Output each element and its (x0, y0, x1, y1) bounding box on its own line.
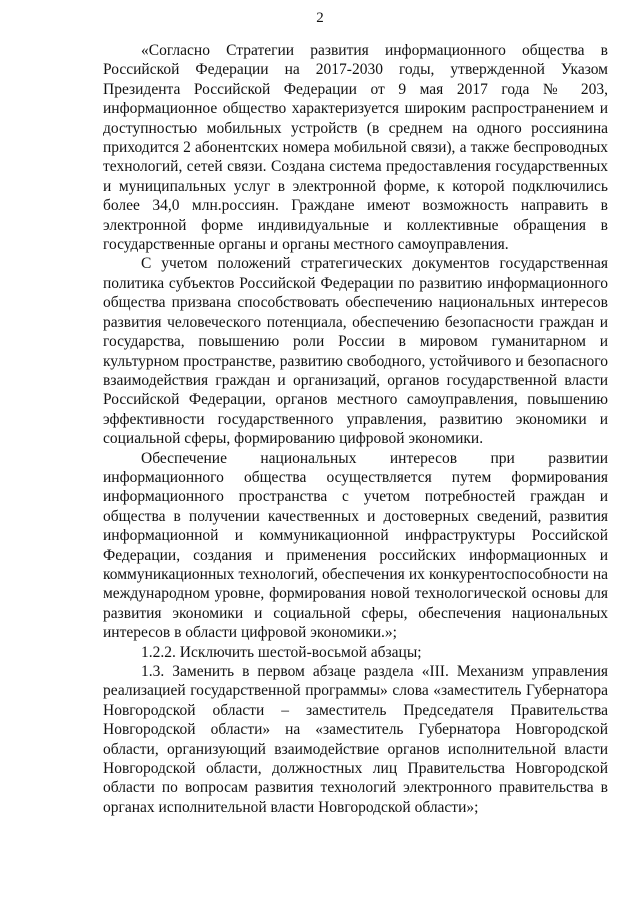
paragraph-national-interests: Обеспечение национальных интересов при развитии информационного общества осуществляется путем формирования информационного пространства с учетом потребностей граждан и общества в получении качественных и достоверных сведений, развития информационной и коммуникационной инфраструктуры Российской Федерации, создания и применения российских информационных и коммуникационных технологий, обеспечения их конкурентоспособности на международном уровне, формирования новой технологической основы для развития экономики и социальной сферы, обеспечения национальных интересов в области цифровой экономики.»; (103, 449, 608, 642)
paragraph-strategy-quote: «Согласно Стратегии развития информационного общества в Российской Федерации на 2017-2030 годы, утвержденной Указом Президента Российской Федерации от 9 мая 2017 года № 203, информационное общество характеризуется широким распространением и доступностью мобильных устройств (в среднем на одного россиянина приходится 2 абонентских номера мобильной связи), а также беспроводных технологий, сетей связи. Создана система предоставления государственных и муниципальных услуг в электронной форме, к которой подключились более 34,0 млн.россиян. Граждане имеют возможность направить в электронной форме индивидуальные и коллективные обращения в государственные органы и органы местного самоуправления. (103, 42, 608, 254)
page-number: 2 (316, 10, 324, 26)
paragraph-state-policy: С учетом положений стратегических документов государственная политика субъектов Российской Федерации по развитию информационного общества призвана способствовать обеспечению национальных интересов развития человеческого потенциала, обеспечению безопасности граждан и государства, повышению роли России в мировом гуманитарном и культурном пространстве, развитию свободного, устойчивого и безопасного взаимодействия граждан и организаций, органов государственной власти Российской Федерации, органов местного самоуправления, повышению эффективности государственного управления, развитию экономики и социальной сферы, формированию цифровой экономики. (103, 255, 608, 448)
paragraph-item-1-3: 1.3. Заменить в первом абзаце раздела «III. Механизм управления реализацией государственной программы» слова «заместитель Губернатора Новгородской области – заместитель Председателя Правительства Новгородской области» на «заместитель Губернатора Новгородской области, организующий взаимодействие органов исполнительной власти Новгородской области, должностных лиц Правительства Новгородской области по вопросам развития технологий электронного правительства в органах исполнительной власти Новгородской области»; (103, 663, 608, 816)
paragraph-item-1-2-2: 1.2.2. Исключить шестой-восьмой абзацы; (141, 643, 422, 661)
document-body (103, 41, 608, 817)
